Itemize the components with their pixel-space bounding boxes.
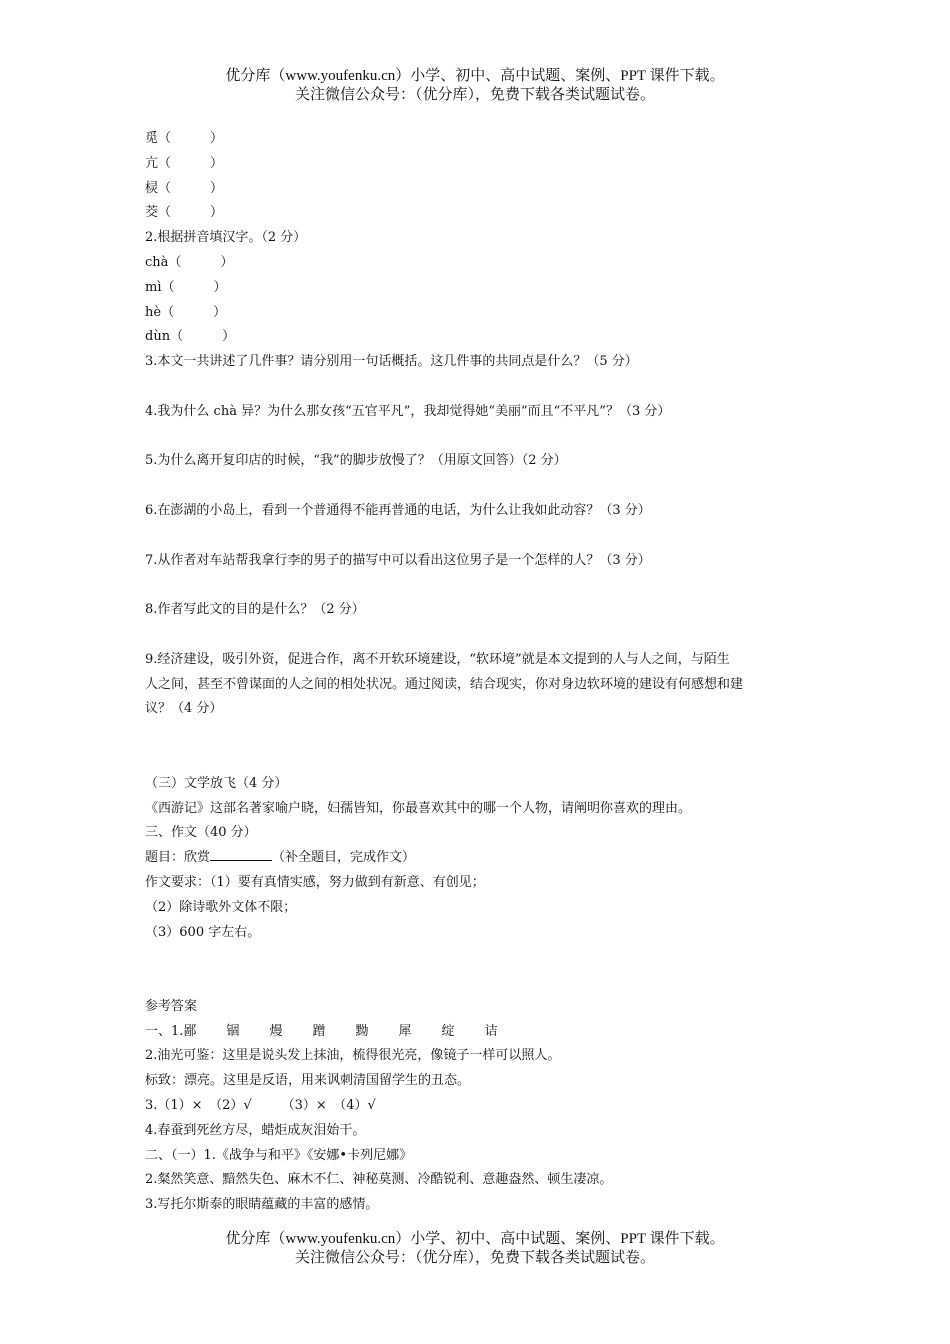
header-line-2: 关注微信公众号：（优分库），免费下载各类试题试卷。 [294, 87, 655, 103]
composition-requirement-3: （3）600 字左右。 [145, 924, 261, 940]
composition-requirement-1: 作文要求：（1）要有真情实感，努力做到有新意、有创见； [145, 874, 485, 890]
section-3-prompt: 《西游记》这部名著家喻户晓，妇孺皆知，你最喜欢其中的哪一个人物，请阐明你喜欢的理由。 [145, 800, 692, 816]
question-9-line-2: 人之间，甚至不曾谋面的人之间的相处状况。通过阅读，结合现实，你对身边软环境的建设有何感想和建 [145, 676, 744, 692]
answer-char: 诘 [484, 1023, 498, 1039]
section-3-title: （三）文学放飞（4 分） [145, 775, 288, 791]
answer-3-part-1: 3.（1）× （2）√ [145, 1098, 252, 1114]
topic-blank-line [210, 846, 272, 861]
composition-topic [145, 846, 810, 871]
document-body [145, 127, 810, 1218]
answers-title: 参考答案 [145, 998, 198, 1014]
answer-1-prefix: 一、1. [145, 1023, 184, 1039]
page-header [0, 67, 950, 105]
answer-char: 绽 [441, 1023, 455, 1039]
pinyin-item: dùn（ ） [145, 329, 236, 345]
footer-line-1: 优分库（www.youfenku.cn）小学、初中、高中试题、案例、PPT 课件下载。 [225, 1231, 725, 1247]
question-5: 5.为什么离开复印店的时候，“我”的脚步放慢了？（用原文回答）（2 分） [145, 453, 567, 469]
char-item: 棂（ ） [145, 180, 224, 196]
answer-2: 2.油光可鉴：这里是说头发上抹油，梳得很光亮，像镜子一样可以照人。 [145, 1048, 561, 1064]
answer-4: 4.春蚕到死丝方尽，蜡炬成灰泪始干。 [145, 1122, 366, 1138]
question-7: 7.从作者对车站帮我拿行李的男子的描写中可以看出这位男子是一个怎样的人？（3 分） [145, 552, 651, 568]
footer-line-2: 关注微信公众号：（优分库），免费下载各类试题试卷。 [294, 1250, 655, 1266]
question-9-line-1: 9.经济建设，吸引外资，促进合作，离不开软环境建设，“软环境”就是本文提到的人与人之间，与陌生 [145, 651, 730, 667]
composition-requirement-2: （2）除诗歌外文体不限； [145, 899, 297, 915]
topic-suffix: （补全题目，完成作文） [272, 850, 416, 866]
composition-title: 三、作文（40 分） [145, 825, 257, 841]
topic-prefix: 题目：欣赏 [145, 850, 211, 866]
pinyin-item: chà（ ） [145, 254, 234, 270]
header-line-1: 优分库（www.youfenku.cn）小学、初中、高中试题、案例、PPT 课件下载。 [225, 68, 725, 84]
question-4: 4.我为什么 chà 异？为什么那女孩“五官平凡”，我却觉得她“美丽”而且“不平凡”？（3 分） [145, 403, 671, 419]
char-item: 亢（ ） [145, 155, 224, 171]
answer-char: 蹭 [312, 1023, 326, 1039]
question-6: 6.在澎湖的小岛上，看到一个普通得不能再普通的电话，为什么让我如此动容？（3 分） [145, 502, 651, 518]
answer-3 [145, 1094, 810, 1119]
answer-b1: 二、（一）1.《战争与和平》《安娜•卡列尼娜》 [145, 1147, 413, 1163]
question-3: 3.本文一共讲述了几件事？请分别用一句话概括。这几件事的共同点是什么？（5 分） [145, 354, 638, 370]
answer-char: 黝 [355, 1023, 369, 1039]
answer-char: 鄙 [183, 1023, 197, 1039]
pinyin-item: mì（ ） [145, 279, 227, 295]
answer-b2: 2.粲然笑意、黯然失色、麻木不仁、神秘莫测、冷酷锐利、意趣盎然、顿生凄凉。 [145, 1172, 613, 1188]
answer-char: 锢 [226, 1023, 240, 1039]
answer-1 [145, 1020, 810, 1045]
question-2-title: 2.根据拼音填汉字。（2 分） [145, 230, 307, 246]
char-item: 茭（ ） [145, 205, 224, 221]
pinyin-item: hè（ ） [145, 304, 227, 320]
answer-b3: 3.写托尔斯泰的眼睛蕴藏的丰富的感情。 [145, 1197, 379, 1213]
answer-2b: 标致：漂亮。这里是反语，用来讽刺清国留学生的丑态。 [145, 1073, 471, 1089]
page-footer [0, 1230, 950, 1268]
answer-char: 犀 [398, 1023, 412, 1039]
question-9-line-3: 议？（4 分） [145, 701, 223, 717]
answer-3-part-2: （3）× （4）√ [281, 1098, 376, 1114]
answer-char: 熳 [269, 1023, 283, 1039]
char-item: 觅（ ） [145, 131, 224, 146]
question-8: 8.作者写此文的目的是什么？（2 分） [145, 602, 365, 618]
